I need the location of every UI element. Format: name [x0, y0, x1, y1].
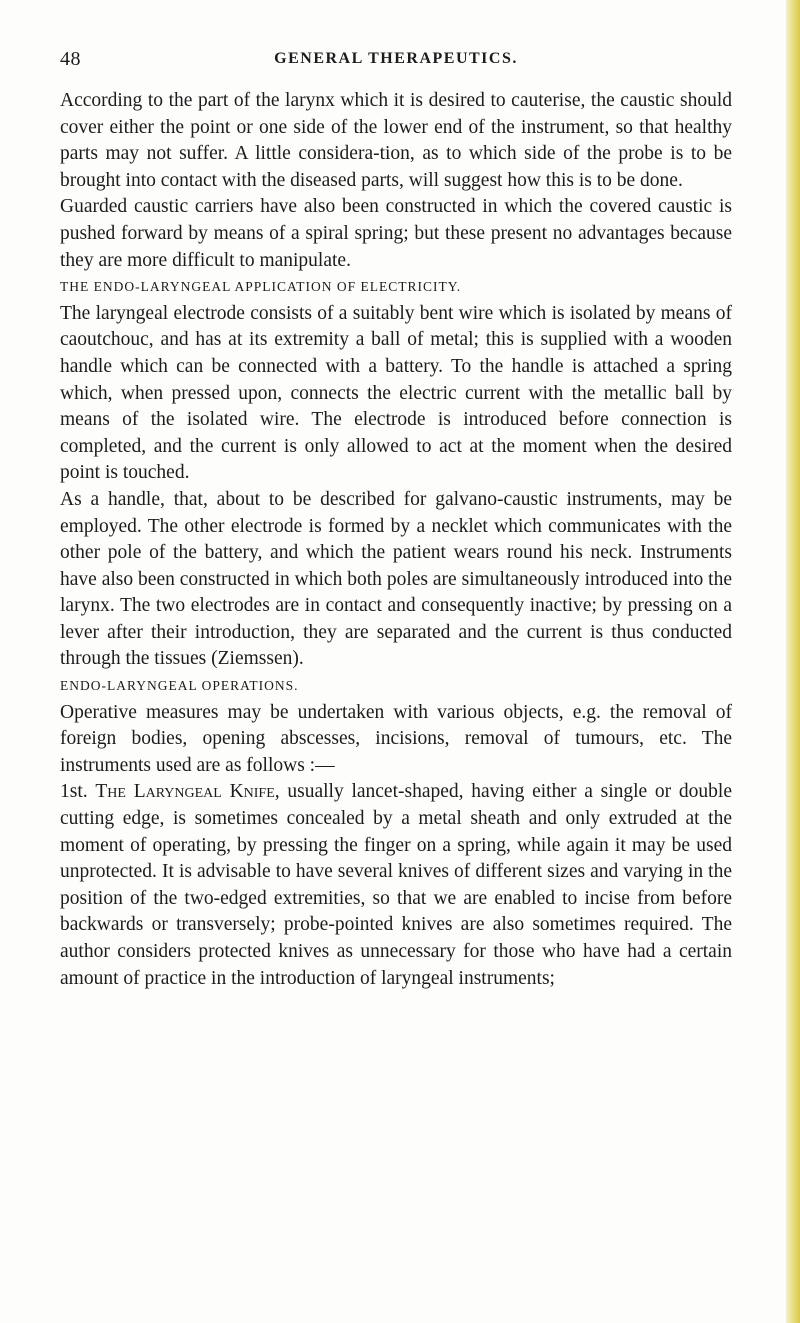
- paragraph: As a handle, that, about to be described for galvano-caustic instruments, may be employed. The other electrode is formed by a necklet which communicates with the other pole of the battery, and which the patient wears round his neck. Instruments have also been constructed in which both poles are simultaneously introduced into the larynx. The two electrodes are in contact and consequently inactive; by pressing on a lever after their introduction, they are separated and the current is thus conducted through the tissues (Ziemssen).: [60, 488, 732, 670]
- paragraph: Guarded caustic carriers have also been constructed in which the covered caustic is pushed forward by means of a spiral spring; but these present no advantages because they are more difficult to manipulate.: [60, 196, 732, 271]
- section-heading: ENDO-LARYNGEAL OPERATIONS.: [60, 678, 299, 694]
- paragraph: The laryngeal electrode consists of a suitably bent wire which is isolated by means of caoutchouc, and has at its extremity a ball of metal; this is supplied with a wooden handle which can be connected with a battery. To the handle is attached a spring which, when pressed upon, connects the electric current with the metallic ball by means of the isolated wire. The electrode is introduced before connection is completed, and the current is only allowed to act at the moment when the desired point is touched.: [60, 302, 732, 484]
- paragraph-text: , usually lancet-shaped, having either a single or double cutting edge, is sometimes concealed by a metal sheath and only extruded at the moment of operating, by pressing the finger on a spring, while again it may be used unprotected. It is advisable to have several knives of different sizes and varying in the position of the two-edged extremities, so that we are enabled to incise from before backwards or transversely; probe-pointed knives are also sometimes required. The author considers protected knives as unnecessary for those who have had a certain amount of practice in the introduction of laryngeal instruments;: [60, 781, 732, 989]
- list-marker: 1st.: [60, 781, 96, 803]
- instrument-term: The Laryngeal Knife: [95, 781, 275, 803]
- running-title: GENERAL THERAPEUTICS.: [274, 50, 518, 67]
- paragraph: Operative measures may be undertaken with various objects, e.g. the removal of foreign bodies, opening abscesses, incisions, removal of tumours, etc. The instruments used are as follows :—: [60, 701, 732, 776]
- paragraph: [60, 779, 732, 992]
- page-edge: [786, 0, 800, 1323]
- section-heading: THE ENDO-LARYNGEAL APPLICATION OF ELECTRICITY.: [60, 279, 462, 295]
- paragraph: According to the part of the larynx which it is desired to cauterise, the caustic should cover either the point or one side of the lower end of the instrument, so that healthy parts may not suffer. A little considera-tion, as to which side of the probe is to be brought into contact with the diseased parts, will suggest how this is to be done.: [60, 90, 732, 191]
- page-header: [60, 48, 732, 78]
- body-text: [60, 88, 732, 992]
- page-number: 48: [60, 48, 81, 70]
